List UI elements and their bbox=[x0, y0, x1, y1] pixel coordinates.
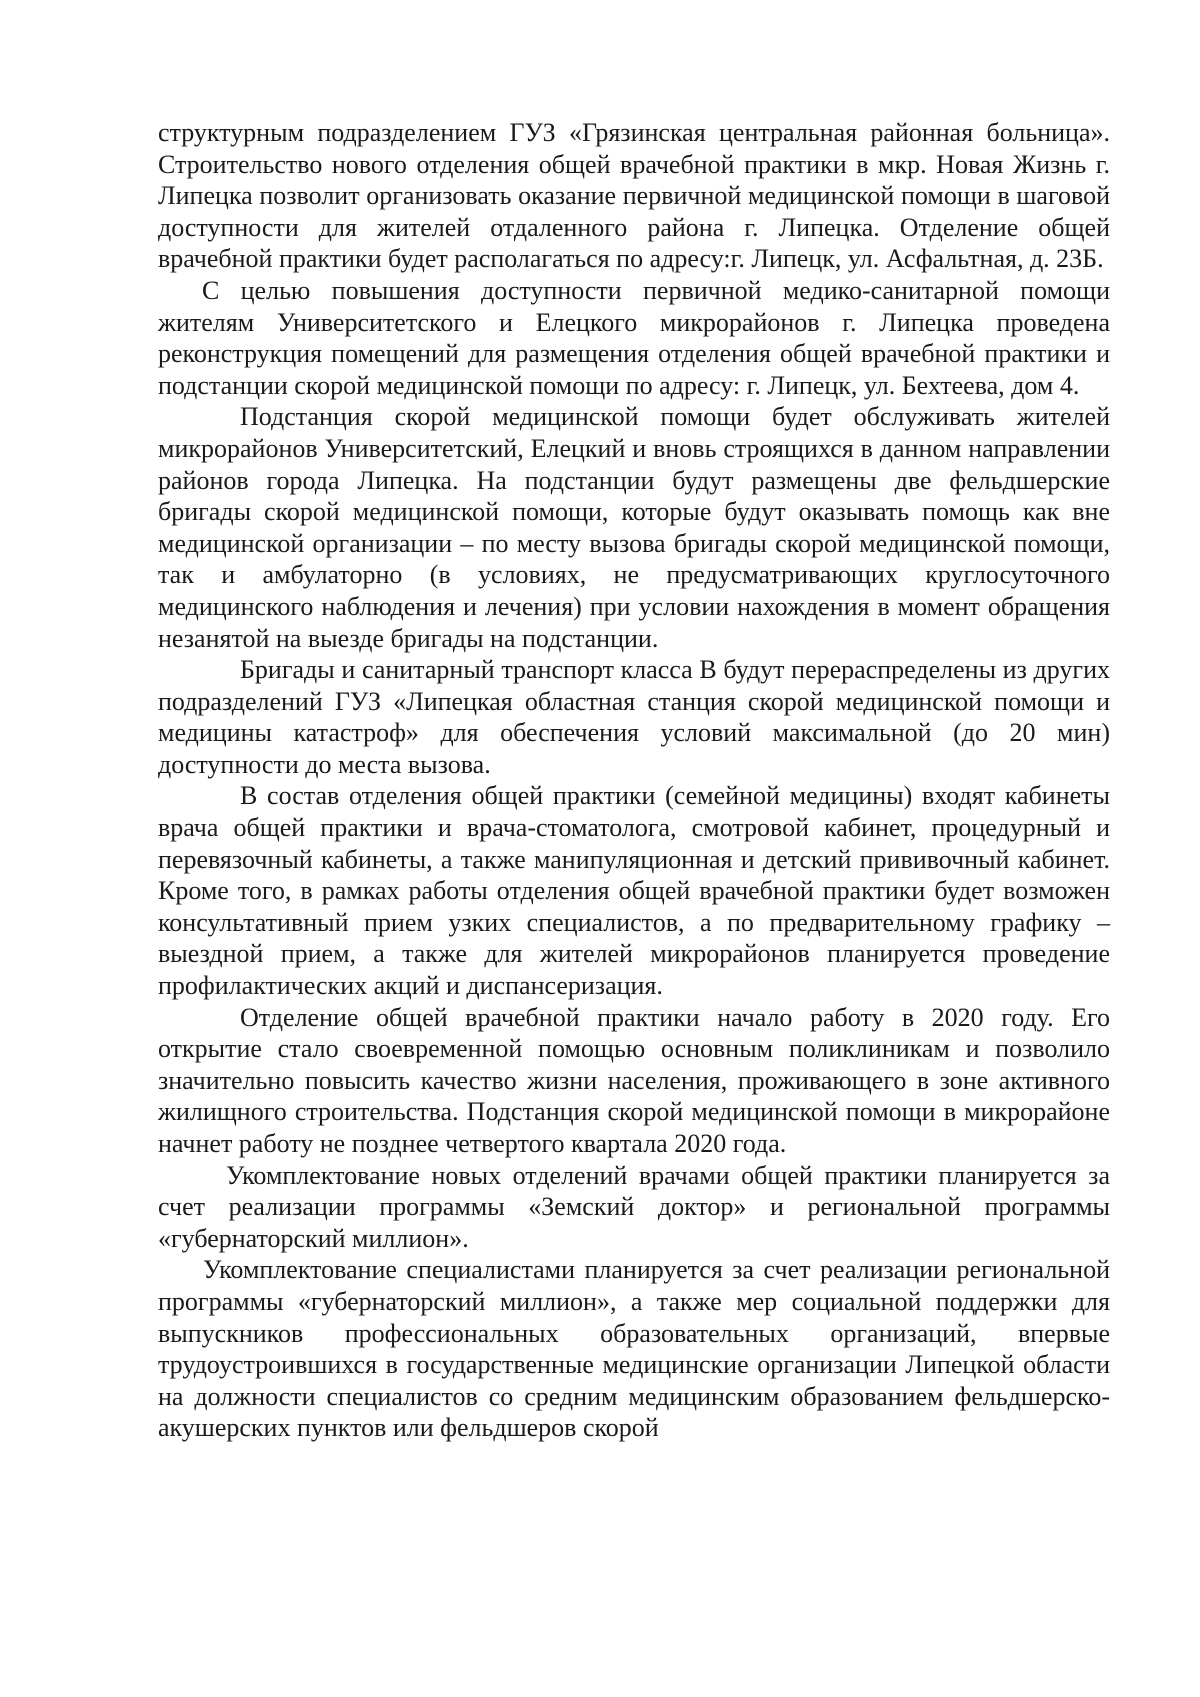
paragraph-1: структурным подразделением ГУЗ «Грязинская центральная районная больница». Строительство нового отделения общей врачебной практики в мкр. Новая Жизнь г. Липецка позволит организовать оказание первичной медицинской помощи в шаговой доступности для жителей отдаленного района г. Липецка. Отделение общей врачебной практики будет располагаться по адресу:г. Липецк, ул. Асфальтная, д. 23Б. bbox=[158, 118, 1110, 274]
document-body bbox=[158, 117, 1110, 1444]
paragraph-5: В состав отделения общей практики (семейной медицины) входят кабинеты врача общей практики и врача-стоматолога, смотровой кабинет, процедурный и перевязочный кабинеты, а также манипуляционная и детский прививочный кабинет. Кроме того, в рамках работы отделения общей врачебной практики будет возможен консультативный прием узких специалистов, а по предварительному графику – выездной прием, а также для жителей микрорайонов планируется проведение профилактических акций и диспансеризация. bbox=[158, 781, 1110, 1001]
paragraph-2: С целью повышения доступности первичной медико-санитарной помощи жителям Университетского и Елецкого микрорайонов г. Липецка проведена реконструкция помещений для размещения отделения общей врачебной практики и подстанции скорой медицинской помощи по адресу: г. Липецк, ул. Бехтеева, дом 4. bbox=[158, 275, 1110, 400]
paragraph-8: Укомплектование специалистами планируется за счет реализации региональной программы «губернаторский миллион», а также мер социальной поддержки для выпускников профессиональных образовательных организаций, впервые трудоустроившихся в государственные медицинские организации Липецкой области на должности специалистов со средним медицинским образованием фельдшерско-акушерских пунктов или фельдшеров скорой bbox=[158, 1255, 1110, 1443]
paragraph-3: Подстанция скорой медицинской помощи будет обслуживать жителей микрорайонов Университетский, Елецкий и вновь строящихся в данном направлении районов города Липецка. На подстанции будут размещены две фельдшерские бригады скорой медицинской помощи, которые будут оказывать помощь как вне медицинской организации – по месту вызова бригады скорой медицинской помощи, так и амбулаторно (в условиях, не предусматривающих круглосуточного медицинского наблюдения и лечения) при условии нахождения в момент обращения незанятой на выезде бригады на подстанции. bbox=[158, 402, 1110, 653]
paragraph-6: Отделение общей врачебной практики начало работу в 2020 году. Его открытие стало своевременной помощью основным поликлиникам и позволило значительно повысить качество жизни населения, проживающего в зоне активного жилищного строительства. Подстанция скорой медицинской помощи в микрорайоне начнет работу не позднее четвертого квартала 2020 года. bbox=[158, 1002, 1110, 1158]
paragraph-4: Бригады и санитарный транспорт класса В будут перераспределены из других подразделений ГУЗ «Липецкая областная станция скорой медицинской помощи и медицины катастроф» для обеспечения условий максимальной (до 20 мин) доступности до места вызова. bbox=[158, 655, 1110, 779]
paragraph-7: Укомплектование новых отделений врачами общей практики планируется за счет реализации программы «Земский доктор» и региональной программы «губернаторский миллион». bbox=[158, 1160, 1110, 1253]
